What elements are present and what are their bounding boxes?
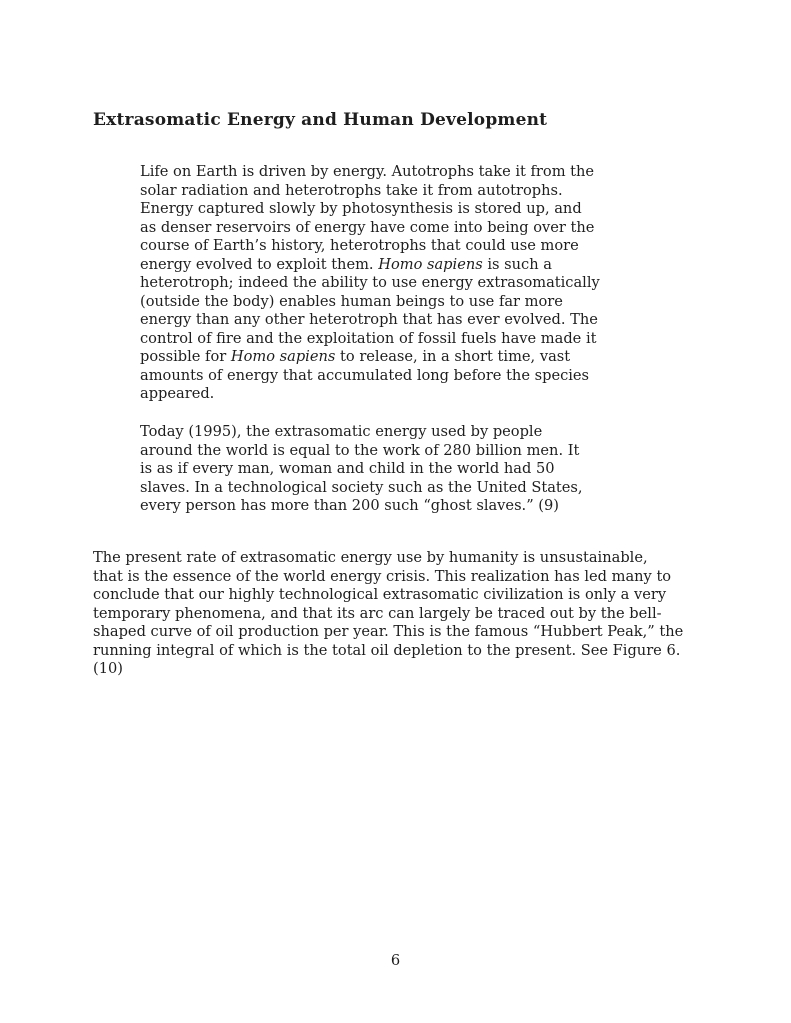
text-line: is as if every man, woman and child in the world had 50: [140, 460, 555, 477]
text-line: slaves. In a technological society such as the United States,: [140, 478, 583, 496]
blockquote-paragraph-1: [140, 163, 600, 404]
text-line: running integral of which is the total oil depletion to the present. See Figure 6.: [93, 641, 681, 659]
text-line: (outside the body) enables human beings to use far more: [140, 292, 563, 310]
blockquote-paragraph-2: [140, 423, 583, 516]
text-line: (10): [93, 660, 123, 677]
page-number: 6: [390, 952, 401, 969]
text-line: possible for Homo sapiens to release, in a short time, vast: [140, 348, 571, 365]
text-line: around the world is equal to the work of 280 billion men. It: [140, 441, 580, 459]
text-line: heterotroph; indeed the ability to use energy extrasomatically: [140, 274, 600, 291]
text-line: amounts of energy that accumulated long before the species: [140, 366, 590, 384]
text-line: conclude that our highly technological extrasomatic civilization is only a very: [93, 586, 667, 603]
text-line: as denser reservoirs of energy have come into being over the: [140, 218, 595, 236]
text-line: course of Earth’s history, heterotrophs that could use more: [140, 237, 579, 254]
text-line: energy evolved to exploit them. Homo sapiens is such a: [140, 255, 552, 273]
text-line: that is the essence of the world energy crisis. This realization has led many to: [93, 567, 672, 585]
text-line: appeared.: [140, 385, 215, 402]
text-line: energy than any other heterotroph that has ever evolved. The: [140, 311, 598, 328]
text-line: shaped curve of oil production per year. This is the famous “Hubbert Peak,” the: [93, 623, 684, 640]
text-line: Life on Earth is driven by energy. Autotrophs take it from the: [140, 163, 595, 180]
text-line: every person has more than 200 such “ghost slaves.” (9): [140, 497, 559, 514]
body-paragraph: [93, 549, 683, 679]
text-line: Today (1995), the extrasomatic energy used by people: [140, 423, 543, 440]
text-line: temporary phenomena, and that its arc can largely be traced out by the bell-: [93, 604, 662, 622]
text-line: Energy captured slowly by photosynthesis is stored up, and: [140, 200, 582, 217]
text-line: The present rate of extrasomatic energy use by humanity is unsustainable,: [93, 549, 648, 566]
text-line: control of fire and the exploitation of fossil fuels have made it: [140, 329, 597, 347]
text-line: solar radiation and heterotrophs take it from autotrophs.: [140, 181, 563, 199]
section-heading: Extrasomatic Energy and Human Development: [93, 110, 548, 130]
